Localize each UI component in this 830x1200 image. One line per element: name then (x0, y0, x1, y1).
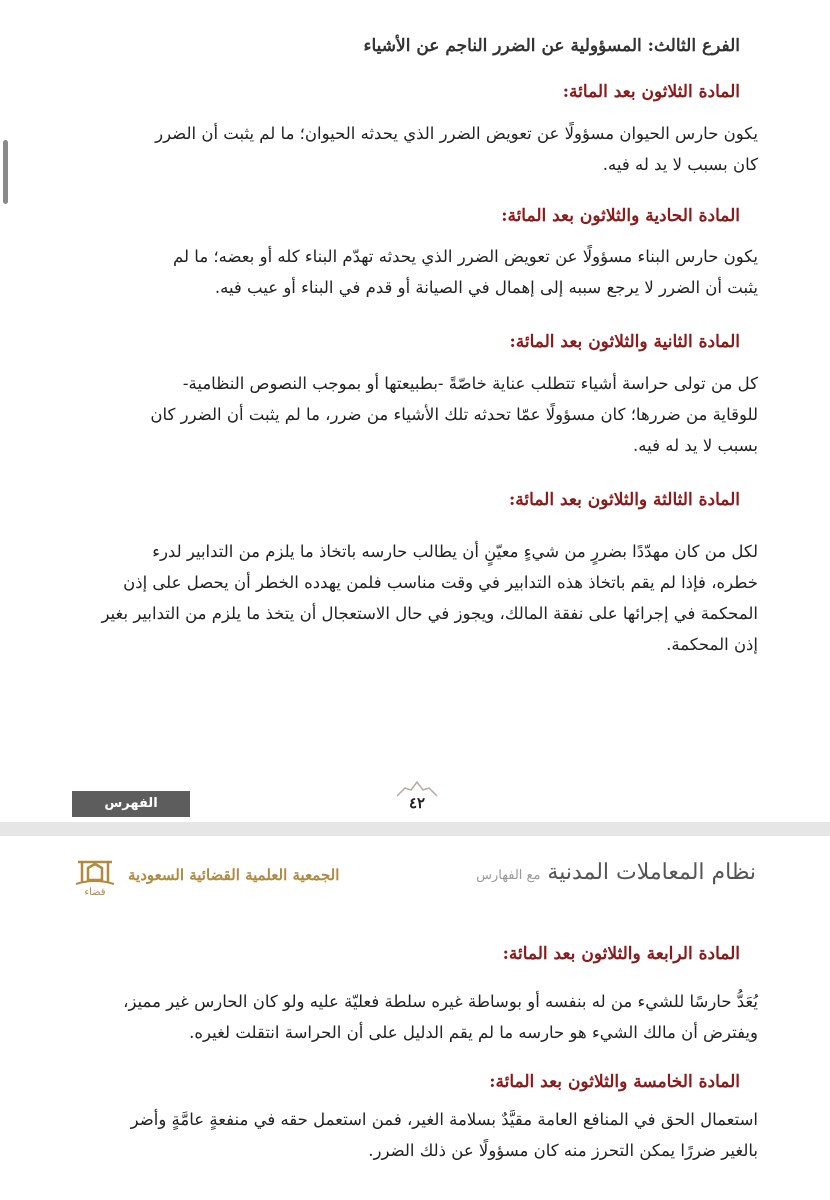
article-134-line-2: ويفترض أن مالك الشيء هو حارسه ما لم يقم الدليل على أن الحراسة انتقلت لغيره. (189, 1023, 758, 1042)
article-131-text (70, 241, 758, 303)
article-130-line-1: يكون حارس الحيوان مسؤولًا عن تعويض الضرر الذي يحدثه الحيوان؛ ما لم يثبت أن الضرر (155, 124, 758, 143)
article-133-line-2: خطره، فإذا لم يقم باتخاذ هذه التدابير في وقت مناسب فلمن يهدده الخطر أن يحصل على إذن (123, 573, 758, 592)
article-131-heading: المادة الحادية والثلاثون بعد المائة: (501, 206, 740, 226)
article-130-line-2: كان بسبب لا يد له فيه. (602, 155, 758, 174)
article-133-line-3: المحكمة في إجرائها على نفقة المالك، ويجوز في حال الاستعجال أن يتخذ ما يلزم من التدابير بغير (101, 604, 758, 623)
article-133-line-4: إذن المحكمة. (666, 635, 758, 654)
article-134-line-1: يُعَدُّ حارسًا للشيء من له بنفسه أو بوساطة غيره سلطة فعليّة عليه ولو كان الحارس غير مميز، (123, 992, 758, 1011)
article-133-heading: المادة الثالثة والثلاثون بعد المائة: (509, 490, 740, 510)
article-132-line-3: بسبب لا يد له فيه. (633, 436, 758, 455)
article-130-text (70, 118, 758, 180)
article-135-line-2: بالغير ضررًا يمكن التحرز منه كان مسؤولًا عن ذلك الضرر. (368, 1141, 758, 1160)
article-132-line-2: للوقاية من ضررها؛ كان مسؤولًا عمّا تحدثه تلك الأشياء من ضرر، ما لم يثبت أن الضرر كان (150, 405, 758, 424)
article-131-line-2: يثبت أن الضرر لا يرجع سببه إلى إهمال في الصيانة أو قدم في البناء أو عيب فيه. (214, 278, 758, 297)
book-title (476, 860, 756, 885)
article-135-heading: المادة الخامسة والثلاثون بعد المائة: (489, 1072, 740, 1092)
article-134-text (70, 986, 758, 1048)
article-135-text (70, 1104, 758, 1166)
article-132-line-1: كل من تولى حراسة أشياء تتطلب عناية خاصّةً -بطبيعتها أو بموجب النصوص النظامية- (182, 374, 758, 393)
page-number: ٤٢ (408, 794, 426, 812)
article-133-line-1: لكل من كان مهدّدًا بضررٍ من شيءٍ معيّنٍ أن يطالب حارسه باتخاذ ما يلزم من التدابير لدرء (152, 542, 758, 561)
book-title-main: نظام المعاملات المدنية (547, 860, 756, 885)
article-132-heading: المادة الثانية والثلاثون بعد المائة: (509, 332, 740, 352)
article-133-text (70, 536, 758, 660)
article-132-text (70, 368, 758, 461)
article-130-heading: المادة الثلاثون بعد المائة: (562, 82, 740, 102)
article-134-heading: المادة الرابعة والثلاثون بعد المائة: (502, 944, 740, 964)
book-title-subtitle: مع الفهارس (476, 868, 541, 883)
article-135-line-1: استعمال الحق في المنافع العامة مقيَّدٌ بسلامة الغير، فمن استعمل حقه في منفعةٍ عامَّةٍ وأضر (130, 1110, 758, 1129)
logo-caption: قضاء (84, 887, 106, 898)
scrollbar-thumb[interactable] (3, 140, 8, 204)
page-number-ornament (395, 780, 439, 814)
article-131-line-1: يكون حارس البناء مسؤولًا عن تعويض الضرر الذي يحدثه تهدّم البناء كله أو بعضه؛ ما لم (173, 247, 758, 266)
organization-name: الجمعية العلمية القضائية السعودية (128, 866, 340, 884)
index-button[interactable]: الفهرس (72, 791, 190, 817)
chapter-title: الفرع الثالث: المسؤولية عن الضرر الناجم عن الأشياء (363, 36, 740, 56)
